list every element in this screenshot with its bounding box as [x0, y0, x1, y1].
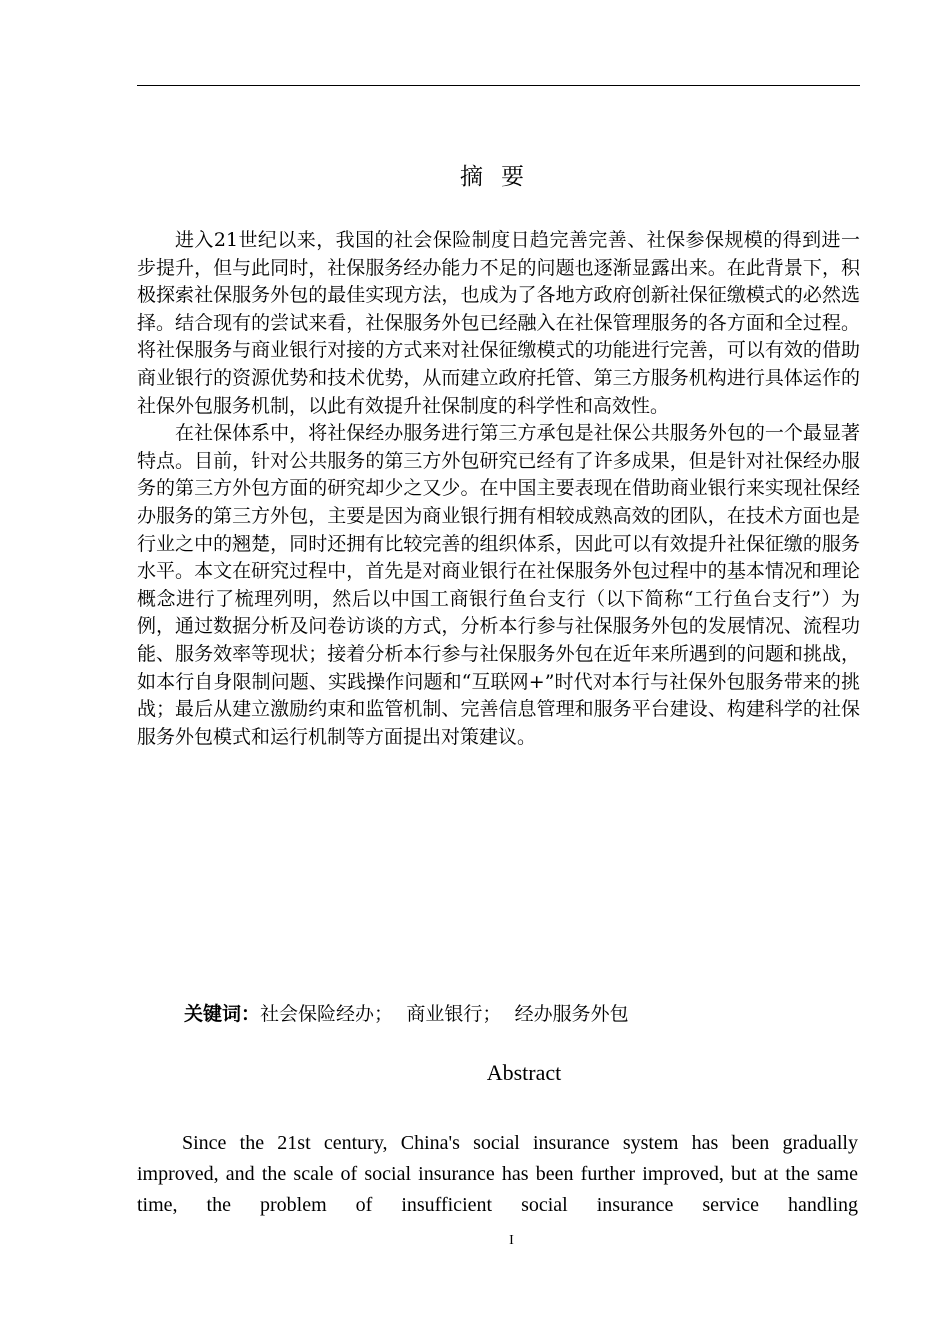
abstract-cn-body — [137, 227, 860, 751]
keywords-label: 关键词： — [184, 1003, 261, 1025]
abstract-cn-paragraph-2: 在社保体系中，将社保经办服务进行第三方承包是社保公共服务外包的一个最显著特点。目前，针对公共服务的第三方外包研究已经有了许多成果，但是针对社保经办服务的第三方外包方面的研究却少之又少。在中国主要表现在借助商业银行来实现社保经办服务的第三方外包，主要是因为商业银行拥有相较成熟高效的团队，在技术方面也是行业之中的翘楚，同时还拥有比较完善的组织体系，因此可以有效提升社保征缴的服务水平。本文在研究过程中，首先是对商业银行在社保服务外包过程中的基本情况和理论概念进行了梳理列明，然后以中国工商银行鱼台支行（以下简称“工行鱼台支行”）为例，通过数据分析及问卷访谈的方式，分析本行参与社保服务外包的发展情况、流程功能、服务效率等现状；接着分析本行参与社保服务外包在近年来所遇到的问题和挑战，如本行自身限制问题、实践操作问题和“互联网+”时代对本行与社保外包服务带来的挑战；最后从建立激励约束和监管机制、完善信息管理和服务平台建设、构建科学的社保服务外包模式和运行机制等方面提出对策建议。 — [137, 422, 860, 748]
abstract-cn-title: 摘要 — [460, 164, 542, 190]
header-rule — [137, 85, 860, 86]
abstract-cn-paragraph-1: 进入21世纪以来，我国的社会保险制度日趋完善完善、社保参保规模的得到进一步提升，但与此同时，社保服务经办能力不足的问题也逐渐显露出来。在此背景下，积极探索社保服务外包的最佳实现方法，也成为了各地方政府创新社保征缴模式的必然选择。结合现有的尝试来看，社保服务外包已经融入在社保管理服务的各方面和全过程。将社保服务与商业银行对接的方式来对社保征缴模式的功能进行完善，可以有效的借助商业银行的资源优势和技术优势，从而建立政府托管、第三方服务机构进行具体运作的社保外包服务机制，以此有效提升社保制度的科学性和高效性。 — [137, 229, 860, 417]
keyword-item: 社会保险经办； — [260, 1003, 394, 1025]
keyword-item: 商业银行； — [406, 1003, 502, 1025]
abstract-en-paragraph: Since the 21st century, China's social insurance system has been gradually improved, and the scale of social insurance has been further improved, but at the same time, the problem of insufficient social insurance service handling — [137, 1132, 858, 1216]
abstract-en-title: Abstract — [486, 1060, 562, 1085]
abstract-en-body — [137, 1128, 858, 1221]
keywords-line — [184, 999, 642, 1026]
keyword-item: 经办服务外包 — [514, 1003, 629, 1025]
page-number: I — [509, 1233, 514, 1248]
